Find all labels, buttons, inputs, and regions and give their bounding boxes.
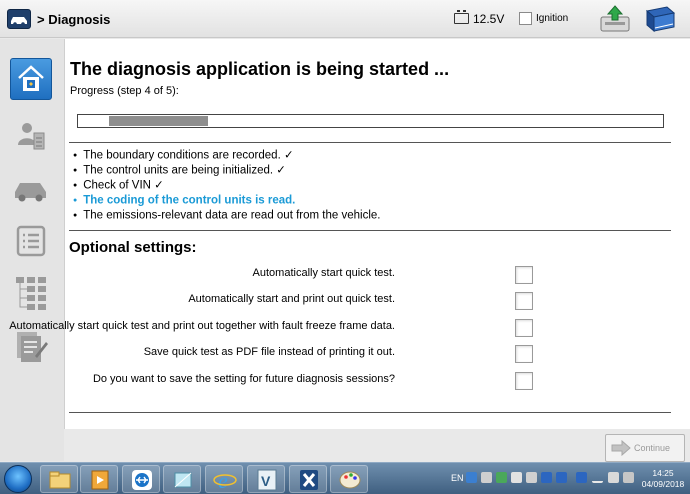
start-button[interactable] [4,465,32,493]
clock-date: 04/09/2018 [641,479,685,489]
option-label: Do you want to save the setting for future diagnosis sessions? [92,373,395,385]
breadcrumb: > Diagnosis [37,12,111,27]
ignition-checkbox[interactable] [519,12,532,25]
display-icon[interactable] [556,472,567,483]
step-list [73,148,380,223]
language-indicator[interactable]: EN [451,473,464,483]
page-title: The diagnosis application is being started ... [70,59,450,79]
step-item-current: ● The coding of the control units is read. [73,193,380,208]
option-checkbox[interactable] [515,372,533,390]
sidebar-item-control-units[interactable] [10,272,52,314]
vag-app-icon[interactable] [247,465,285,493]
option-checkbox[interactable] [515,319,533,337]
step-item: ● The emissions-relevant data are read out from the vehicle. [73,208,380,223]
home-icon [15,63,47,95]
main-panel [9,39,690,429]
media-player-icon[interactable] [80,465,118,493]
flag-icon[interactable] [623,472,634,483]
divider [69,230,671,231]
progress-bar [77,114,664,128]
odis-app-icon[interactable] [289,465,327,493]
pin-icon[interactable] [481,472,492,483]
app-header [0,0,690,38]
step-item: ● The boundary conditions are recorded. ✓ [73,148,380,163]
continue-label: Continue [634,443,671,453]
volume-icon[interactable] [526,472,537,483]
car-icon[interactable] [7,9,31,29]
option-checkbox[interactable] [515,345,533,363]
diagnosis-user-icon [14,119,48,153]
divider [69,412,671,413]
list-icon [16,225,46,257]
calendar-icon[interactable] [576,472,587,483]
update-icon[interactable] [600,5,630,33]
option-label: Automatically start quick test. [252,267,395,279]
paint-icon[interactable] [330,465,368,493]
network-icon[interactable] [511,472,522,483]
help-icon[interactable] [466,472,477,483]
clock[interactable] [638,468,688,490]
signal-icon[interactable] [592,472,603,483]
window-switch-icon[interactable] [163,465,201,493]
taskbar [0,462,690,494]
option-label: Save quick test as PDF file instead of printing it out. [143,346,395,358]
svg-text:V: V [261,473,271,489]
help-book-icon[interactable] [643,5,677,33]
option-checkbox[interactable] [515,292,533,310]
sidebar-item-diagnosis[interactable] [10,115,52,157]
explorer-icon[interactable] [40,465,78,493]
clock-time: 14:25 [652,468,674,478]
shield-icon[interactable] [496,472,507,483]
service-plan-icon [13,328,49,364]
svg-text:e: e [218,468,228,493]
continue-button[interactable] [605,434,685,462]
divider [69,142,671,143]
step-item: ● The control units are being initialized. ✓ [73,163,380,178]
progress-fill [109,116,208,126]
optional-settings-title: Optional settings: [69,239,197,256]
progress-label: Progress (step 4 of 5): [70,85,179,97]
option-checkbox[interactable] [515,266,533,284]
battery-icon [454,13,469,24]
arrow-right-icon [611,440,631,456]
sidebar [0,39,64,461]
step-item: ● Check of VIN ✓ [73,178,380,193]
option-label: Automatically start quick test and print out together with fault freeze frame data. [9,320,395,332]
ignition-label: Ignition [536,13,569,24]
option-label: Automatically start and print out quick test. [188,293,395,305]
speaker-icon[interactable] [608,472,619,483]
voltage-readout: 12.5V [473,12,505,26]
vehicle-icon [13,177,49,203]
sidebar-item-home[interactable] [10,58,52,100]
sidebar-item-list[interactable] [10,220,52,262]
device-icon[interactable] [541,472,552,483]
internet-explorer-icon[interactable] [205,465,243,493]
sidebar-item-vehicle[interactable] [10,169,52,211]
control-units-icon [14,275,48,311]
teamviewer-icon[interactable] [122,465,160,493]
